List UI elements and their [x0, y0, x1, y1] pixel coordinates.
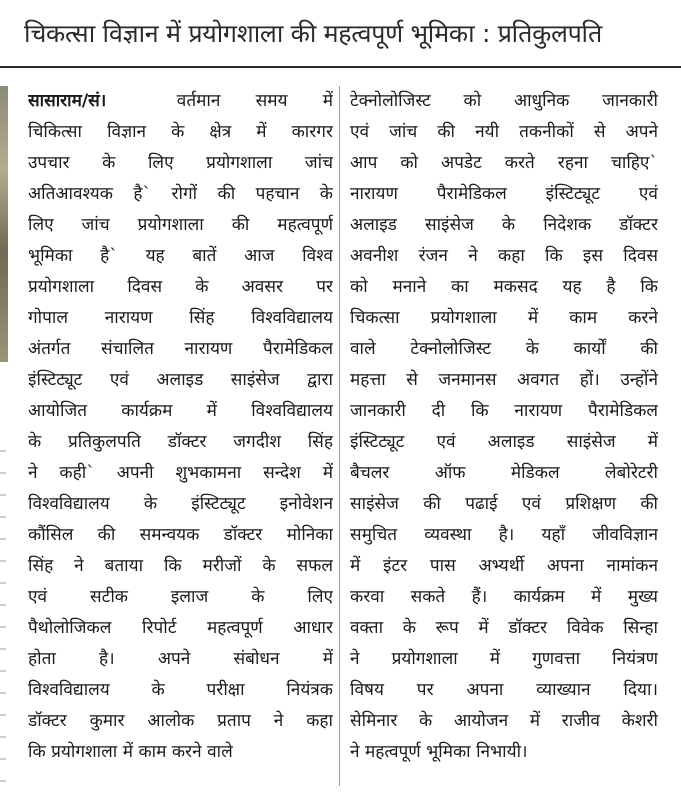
text-line: वाले टेक्नोलोजिस्ट के कार्यों की	[350, 339, 658, 359]
text-line: समुचित व्यवस्था है। यहाँ जीवविज्ञान	[350, 525, 658, 545]
adjacent-photo-edge	[0, 86, 8, 362]
text-line-content: वर्तमान समय में	[176, 91, 333, 111]
text-line: के प्रतिकुलपति डॉक्टर जगदीश सिंह	[28, 432, 333, 452]
text-line: अवनीश रंजन ने कहा कि इस दिवस	[350, 246, 658, 266]
text-line: प्रयोगशाला दिवस के अवसर पर	[28, 277, 333, 297]
text-line: करवा सकते हैं। कार्यक्रम में मुख्य	[350, 587, 658, 607]
text-line: आप को अपडेट करते रहना चाहिए`	[350, 153, 658, 173]
text-line	[28, 86, 333, 117]
text-line: चिकित्सा विज्ञान के क्षेत्र में कारगर	[28, 122, 333, 142]
text-line: एवं जांच की नयी तकनीकों से अपने	[350, 122, 658, 142]
adjacent-column-edge	[0, 430, 6, 790]
right-column	[350, 86, 658, 768]
dateline: सासाराम/सं।	[28, 91, 107, 111]
headline: चिकत्सा विज्ञान में प्रयोगशाला की महत्वपूर्ण भूमिका : प्रतिकुलपति	[24, 19, 602, 48]
text-line: विषय पर अपना व्याख्यान दिया।	[350, 680, 658, 700]
text-line: कौंसिल की समन्वयक डॉक्टर मोनिका	[28, 525, 333, 545]
text-line: वक्ता के रूप में डॉक्टर विवेक सिन्हा	[350, 618, 658, 638]
text-line: होता है। अपने संबोधन में	[28, 649, 333, 669]
column-divider	[339, 86, 340, 786]
text-line: महत्ता से जनमानस अवगत हों। उन्होंने	[350, 370, 658, 390]
text-line: इंस्टिट्यूट एवं अलाइड साइंसेज में	[350, 432, 658, 452]
text-line: बैचलर ऑफ मेडिकल लेबोरेटरी	[350, 463, 658, 483]
text-line: को मनाने का मकसद यह है कि	[350, 277, 658, 297]
text-line: सिंह ने बताया कि मरीजों के सफल	[28, 556, 333, 576]
text-line: डॉक्टर कुमार आलोक प्रताप ने कहा	[28, 711, 333, 731]
text-line: टेक्नोलोजिस्ट को आधुनिक जानकारी	[350, 91, 658, 111]
text-line: सेमिनार के आयोजन में राजीव केशरी	[350, 711, 658, 731]
text-line: अतिआवश्यक है` रोगों की पहचान के	[28, 184, 333, 204]
text-line: जानकारी दी कि नारायण पैरामेडिकल	[350, 401, 658, 421]
left-column	[28, 86, 333, 768]
headline-rule	[0, 66, 681, 68]
text-line: अलाइड साइंसेज के निदेशक डॉक्टर	[350, 215, 658, 235]
text-line: नारायण पैरामेडिकल इंस्टिट्यूट एवं	[350, 184, 658, 204]
text-line: कि प्रयोगशाला में काम करने वाले	[28, 742, 233, 762]
text-line: एवं सटीक इलाज के लिए	[28, 587, 333, 607]
text-line: विश्वविद्यालय के इंस्टिट्यूट इनोवेशन	[28, 494, 333, 514]
text-line: पैथोलोजिकल रिपोर्ट महत्वपूर्ण आधार	[28, 618, 333, 638]
text-line: लिए जांच प्रयोगशाला की महत्वपूर्ण	[28, 215, 333, 235]
text-line: चिकत्सा प्रयोगशाला में काम करने	[350, 308, 658, 328]
text-line: साइंसेज की पढाई एवं प्रशिक्षण की	[350, 494, 658, 514]
text-line: ने महत्वपूर्ण भूमिका निभायी।	[350, 742, 528, 762]
text-line: ने कही` अपनी शुभकामना सन्देश में	[28, 463, 333, 483]
text-line: इंस्टिट्यूट एवं अलाइड साइंसेज द्वारा	[28, 370, 333, 390]
text-line: अंतर्गत संचालित नारायण पैरामेडिकल	[28, 339, 333, 359]
text-line: ने प्रयोगशाला में गुणवत्ता नियंत्रण	[350, 649, 658, 669]
text-line: विश्वविद्यालय के परीक्षा नियंत्रक	[28, 680, 333, 700]
text-line: उपचार के लिए प्रयोगशाला जांच	[28, 153, 333, 173]
text-line: भूमिका है` यह बातें आज विश्व	[28, 246, 333, 266]
text-line: में इंटर पास अभ्यर्थी अपना नामांकन	[350, 556, 658, 576]
text-line: आयोजित कार्यक्रम में विश्वविद्यालय	[28, 401, 333, 421]
text-line: गोपाल नारायण सिंह विश्वविद्यालय	[28, 308, 333, 328]
